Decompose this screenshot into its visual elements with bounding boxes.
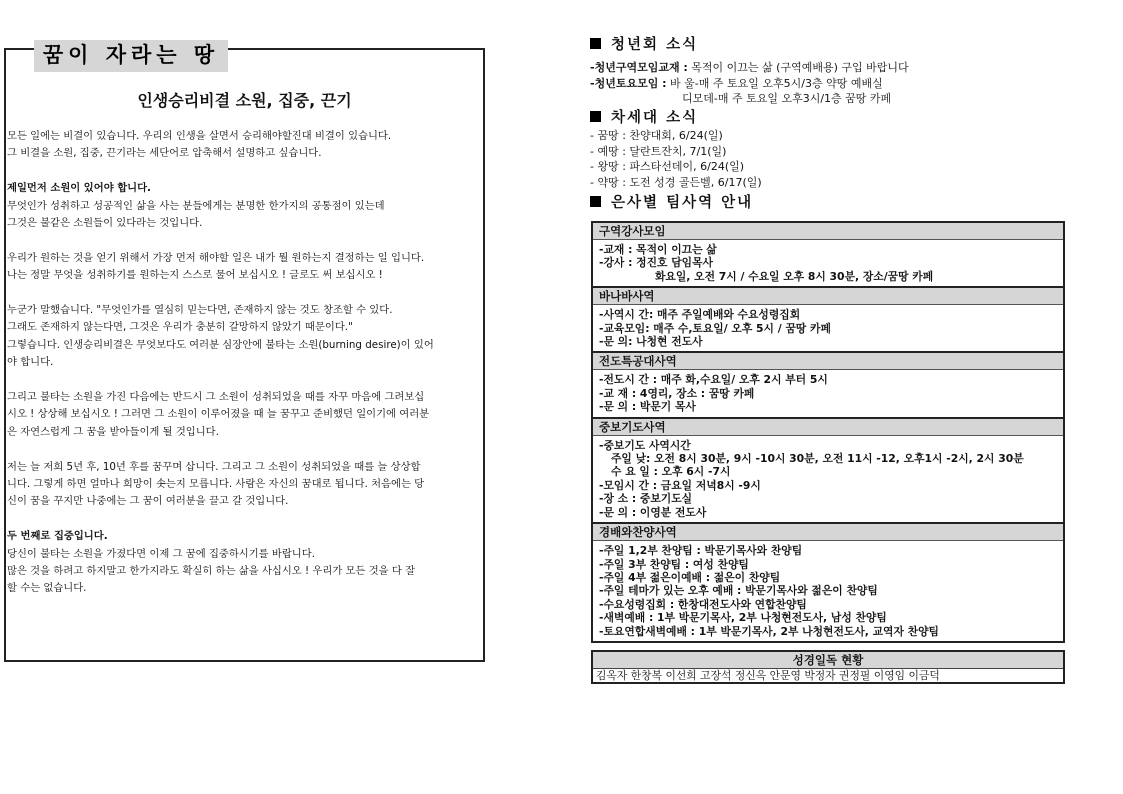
article-body <box>7 128 483 598</box>
article-paragraph: 그것은 불같은 소원들이 있다라는 것입니다. <box>7 217 203 230</box>
article-paragraph: 그래도 존재하지 않는다면, 그것은 우리가 충분히 갈망하지 않았기 때문이다." <box>7 321 353 334</box>
bible-reading-title: 성경일독 현황 <box>593 652 1063 669</box>
nextgen-news-item: - 왕땅 : 파스타선데이, 6/24(일) <box>590 160 745 173</box>
youth-news-item <box>590 91 909 107</box>
article-paragraph: 니다. 그렇게 하면 얼마나 희망이 솟는지 모릅니다. 사람은 자신의 꿈대로 됩니다. 처음에는 당 <box>7 478 425 491</box>
ministry-line: -교재 : 목적이 이끄는 삶 <box>599 243 717 256</box>
article-paragraph: 우리가 원하는 것을 얻기 위해서 가장 먼저 해야할 일은 내가 뭘 원하는지 결정하는 일 입니다. <box>7 251 425 264</box>
ministry-line: -새벽예배 : 1부 박문기목사, 2부 나청현전도사, 남성 찬양팀 <box>599 611 887 625</box>
ministry-line: -교육모임: 매주 수,토요일/ 오후 5시 / 꿈땅 카페 <box>599 321 831 335</box>
article-paragraph: 시오 ! 상상해 보십시오 ! 그러면 그 소원이 이루어졌을 때 늘 꿈꾸고 준비했던 일이기에 여러분 <box>7 408 430 421</box>
square-bullet-icon <box>590 196 601 207</box>
article-paragraph: 그 비결을 소원, 집중, 끈기라는 세단어로 압축해서 설명하고 싶습니다. <box>7 147 322 160</box>
nextgen-news-item: - 약땅 : 도전 성경 골든벨, 6/17(일) <box>590 175 762 189</box>
square-bullet-icon <box>590 38 601 49</box>
ministry-section <box>593 417 1063 522</box>
youth-news-item <box>590 60 909 76</box>
article-paragraph: 무엇인가 성취하고 성공적인 삶을 사는 분들에게는 분명한 한가지의 공통점이 있는데 <box>7 199 385 212</box>
youth-news-label: -청년토요모임 : <box>590 76 667 90</box>
nextgen-news-list <box>590 128 762 190</box>
article-paragraph: 그렇습니다. 인생승리비결은 무엇보다도 여러분 심장안에 불타는 소원(burning desire)이 있어 <box>7 338 434 351</box>
ministry-section-body <box>593 436 1063 522</box>
ministry-line: -문 의 : 이영분 전도사 <box>599 505 707 519</box>
ministry-line: -교 재 : 4영리, 장소 : 꿈땅 카페 <box>599 386 755 400</box>
article-paragraph: 모든 일에는 비결이 있습니다. 우리의 인생을 살면서 승리해야할진대 비결이 있습니다. <box>7 130 392 142</box>
ministry-line: -모임시 간 : 금요일 저녁8시 -9시 <box>599 478 761 492</box>
article-paragraph: 많은 것을 하려고 하지말고 한가지라도 확실히 하는 삶을 사십시오 ! 우리가 모든 것을 다 잘 <box>7 565 416 578</box>
ministry-section <box>593 522 1063 641</box>
nextgen-news-heading: 차세대 소식 <box>590 106 698 127</box>
ministry-line: -주일 테마가 있는 오후 예배 : 박문기목사와 젊은이 찬양팀 <box>599 584 878 598</box>
ministry-line: -사역시 간: 매주 주일예배와 수요성령집회 <box>599 308 801 322</box>
youth-news-item <box>590 76 909 92</box>
column-title: 꿈이 자라는 땅 <box>34 40 228 72</box>
ministry-heading: 은사별 팀사역 안내 <box>590 191 753 212</box>
article-paragraph: 당신이 불타는 소원을 가졌다면 이제 그 꿈에 집중하시기를 바랍니다. <box>7 547 315 560</box>
ministry-section-title: 전도특공대사역 <box>593 353 1063 370</box>
article-paragraph: 그리고 불타는 소원을 가진 다음에는 반드시 그 소원이 성취되었을 때를 자꾸 마음에 그려보십 <box>7 391 425 404</box>
ministry-line: -주일 3부 찬양팀 : 여성 찬양팀 <box>599 557 749 571</box>
ministry-line: -전도시 간 : 매주 화,수요일/ 오후 2시 부터 5시 <box>599 373 828 387</box>
bible-reading-box <box>591 650 1065 684</box>
article-paragraph: 신이 꿈을 꾸지만 나중에는 그 꿈이 여러분을 끌고 갈 것입니다. <box>7 495 289 508</box>
ministry-section <box>593 351 1063 416</box>
ministry-section-title: 중보기도사역 <box>593 419 1063 436</box>
ministry-line: 수 요 일 : 오후 6시 -7시 <box>611 465 731 479</box>
ministry-section-body <box>593 305 1063 351</box>
ministry-line: 화요일, 오전 7시 / 수요일 오후 8시 30분, 장소/꿈땅 카페 <box>655 269 934 283</box>
ministry-table <box>591 221 1065 643</box>
nextgen-news-item: - 예땅 : 달란트잔치, 7/1(일) <box>590 144 727 158</box>
youth-news-text: 목적이 이끄는 삶 (구역예배용) 구입 바랍니다 <box>687 61 909 74</box>
article-title: 인생승리비결 소원, 집중, 끈기 <box>137 91 352 110</box>
article-paragraph: 두 번째로 집중입니다. <box>7 530 108 543</box>
youth-news-heading: 청년회 소식 <box>590 33 698 54</box>
ministry-section-body <box>593 370 1063 416</box>
ministry-section-body <box>593 240 1063 286</box>
article-paragraph: 누군가 말했습니다. "무엇인가를 열심히 믿는다면, 존재하지 않는 것도 창조할 수 있다. <box>7 304 393 317</box>
ministry-section-title: 구역강사모임 <box>593 223 1063 240</box>
ministry-line: -중보기도 사역시간 <box>599 438 691 452</box>
youth-news-list <box>590 60 909 107</box>
bible-reading-names: 김옥자 한창복 이선희 고장석 정신옥 안문영 박정자 권정필 이영임 이금덕 <box>596 669 940 682</box>
ministry-line: -강사 : 정진호 담임목사 <box>599 256 713 270</box>
ministry-line: -수요성령집회 : 한창대전도사와 연합찬양팀 <box>599 597 807 611</box>
article-paragraph: 야 합니다. <box>7 356 54 369</box>
nextgen-news-item: - 꿈땅 : 찬양대회, 6/24(일) <box>590 129 723 142</box>
ministry-line: -문 의 : 박문기 목사 <box>599 400 696 414</box>
youth-news-text: 디모데-매 주 토요일 오후3시/1층 꿈땅 카페 <box>682 92 892 105</box>
ministry-section-body <box>593 541 1063 641</box>
ministry-line: -장 소 : 중보기도실 <box>599 492 693 506</box>
ministry-section-title: 바나바사역 <box>593 288 1063 305</box>
ministry-section <box>593 286 1063 351</box>
ministry-line: -주일 4부 젊은이예배 : 젊은이 찬양팀 <box>599 570 781 584</box>
ministry-line: -주일 1,2부 찬양팀 : 박문기목사와 찬양팀 <box>599 544 803 558</box>
square-bullet-icon <box>590 111 601 122</box>
article-paragraph: 제일먼저 소원이 있어야 합니다. <box>7 182 151 195</box>
ministry-section-title: 경배와찬양사역 <box>593 524 1063 541</box>
youth-news-label: -청년구역모임교재 : <box>590 61 688 74</box>
youth-news-text: 바 울-매 주 토요일 오후5시/3층 약땅 예배실 <box>666 76 883 90</box>
ministry-line: -토요연합새벽예배 : 1부 박문기목사, 2부 나청현전도사, 교역자 찬양팀 <box>599 624 939 638</box>
ministry-line: 주일 낮: 오전 8시 30분, 9시 -10시 30분, 오전 11시 -12, 오후1시 -2시, 2시 30분 <box>611 452 1024 466</box>
ministry-line: -문 의: 나청현 전도사 <box>599 335 703 349</box>
ministry-section <box>593 223 1063 286</box>
article-paragraph: 저는 늘 저희 5년 후, 10년 후를 꿈꾸며 삽니다. 그리고 그 소원이 성취되었을 때를 늘 상상합 <box>7 460 421 473</box>
article-paragraph: 은 자연스럽게 그 꿈을 받아들이게 될 것입니다. <box>7 425 219 438</box>
article-paragraph: 할 수는 없습니다. <box>7 582 87 595</box>
article-paragraph: 나는 정말 무엇을 성취하기를 원하는지 스스로 물어 보십시오 ! 글로도 써 보십시오 ! <box>7 269 383 282</box>
